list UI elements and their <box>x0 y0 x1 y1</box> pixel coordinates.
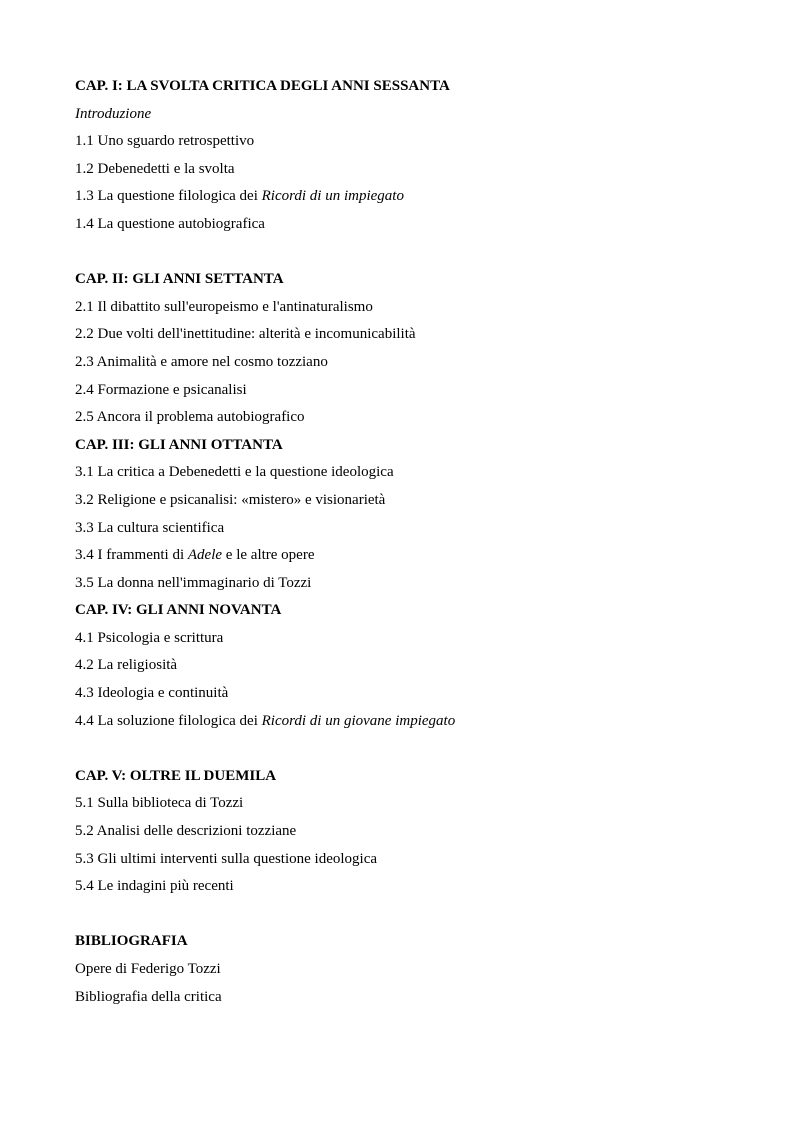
chapter-heading: CAP. IV: GLI ANNI NOVANTA <box>75 602 282 619</box>
toc-entry <box>75 708 755 736</box>
toc-entry: 3.3 La cultura scientifica <box>75 519 225 536</box>
chapter-heading: CAP. I: LA SVOLTA CRITICA DEGLI ANNI SESSANTA <box>75 78 450 94</box>
toc-entry: 3.2 Religione e psicanalisi: «mistero» e visionarietà <box>75 491 386 508</box>
toc-entry-italic-title: Ricordi di un giovane impiegato <box>261 712 456 729</box>
toc-entry-text: 4.4 La soluzione filologica dei <box>75 712 262 729</box>
toc-entry: 3.1 La critica a Debenedetti e la questione ideologica <box>75 464 394 481</box>
toc-entry-text: 1.3 La questione filologica dei <box>75 188 262 205</box>
toc-entry: Introduzione <box>75 105 152 122</box>
toc-entry: 4.1 Psicologia e scrittura <box>75 629 224 646</box>
toc-entry: 5.4 Le indagini più recenti <box>75 878 234 895</box>
chapter-heading: CAP. V: OLTRE IL DUEMILA <box>75 767 277 784</box>
toc-entry: 5.1 Sulla biblioteca di Tozzi <box>75 795 244 812</box>
toc-entry: 2.3 Animalità e amore nel cosmo tozziano <box>75 353 328 370</box>
toc-entry-italic-title: Adele <box>187 547 223 564</box>
section-gap <box>75 901 755 929</box>
toc-entry: 2.2 Due volti dell'inettitudine: alterità e incomunicabilità <box>75 326 416 343</box>
toc-entry: Opere di Federigo Tozzi <box>75 961 221 977</box>
toc-entry-text: 3.4 I frammenti di <box>75 547 188 564</box>
toc-entry: 3.5 La donna nell'immaginario di Tozzi <box>75 574 312 591</box>
toc-entry: 2.5 Ancora il problema autobiografico <box>75 409 305 426</box>
toc-entry: 1.2 Debenedetti e la svolta <box>75 160 235 177</box>
toc-entry-text: e le altre opere <box>222 547 315 564</box>
bibliography-heading: BIBLIOGRAFIA <box>75 933 188 950</box>
toc-entry: 5.3 Gli ultimi interventi sulla questione ideologica <box>75 850 378 867</box>
toc-entry: 2.1 Il dibattito sull'europeismo e l'antinaturalismo <box>75 298 373 315</box>
toc-entry <box>75 183 755 211</box>
section-gap <box>75 735 755 763</box>
section-gap <box>75 239 755 267</box>
toc-entry <box>75 542 755 570</box>
toc-entry: 5.2 Analisi delle descrizioni tozziane <box>75 823 297 840</box>
toc-entry: 1.4 La questione autobiografica <box>75 215 265 232</box>
chapter-heading: CAP. II: GLI ANNI SETTANTA <box>75 271 284 288</box>
table-of-contents <box>75 73 755 1011</box>
toc-entry: 4.2 La religiosità <box>75 657 178 674</box>
toc-entry: 1.1 Uno sguardo retrospettivo <box>75 133 255 150</box>
toc-entry: 4.3 Ideologia e continuità <box>75 685 229 702</box>
toc-entry-italic-title: Ricordi di un impiegato <box>261 188 404 205</box>
toc-entry: 2.4 Formazione e psicanalisi <box>75 381 247 398</box>
chapter-heading: CAP. III: GLI ANNI OTTANTA <box>75 436 283 453</box>
toc-entry: Bibliografia della critica <box>75 988 222 1005</box>
